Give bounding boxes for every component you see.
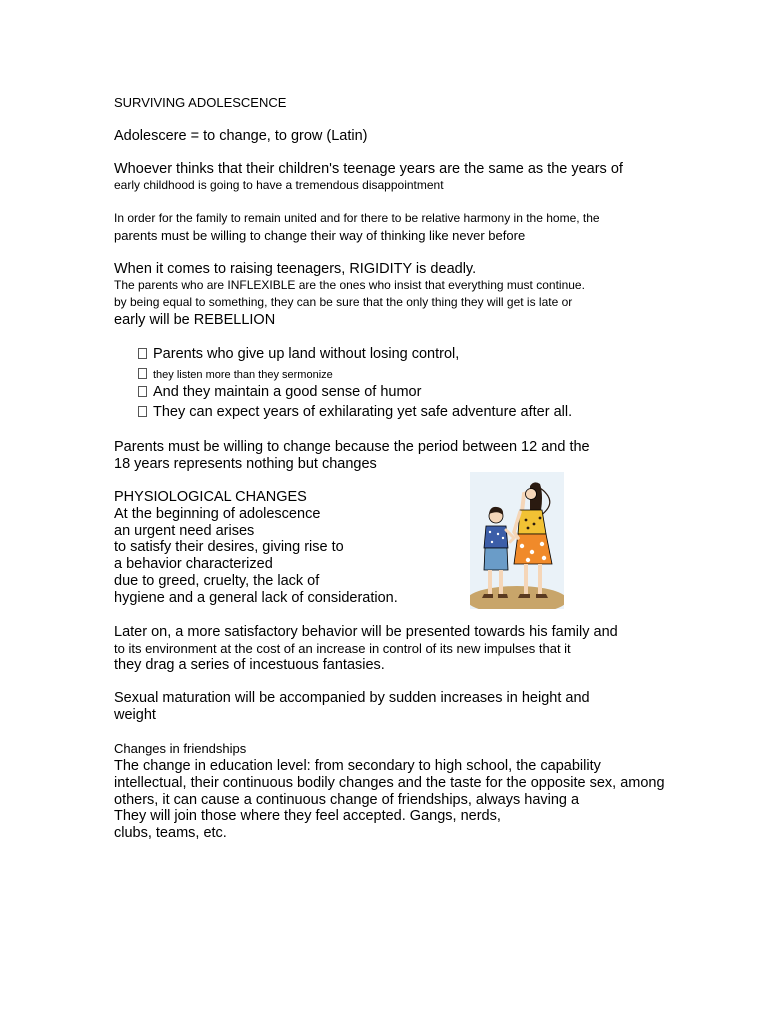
physiological-line: a behavior characterized <box>114 556 273 572</box>
friendships-heading: Changes in friendships <box>114 741 247 756</box>
bullet-box-icon <box>138 386 147 397</box>
physiological-heading: PHYSIOLOGICAL CHANGES <box>114 489 307 505</box>
friendships-line: They will join those where they feel accepted. Gangs, nerds, <box>114 808 501 824</box>
definition-line: Adolescere = to change, to grow (Latin) <box>114 128 368 144</box>
bullet-box-icon <box>138 368 147 379</box>
physiological-line: hygiene and a general lack of consideration. <box>114 590 398 606</box>
physiological-line: to satisfy their desires, giving rise to <box>114 539 344 555</box>
paragraph-3-line-4: early will be REBELLION <box>114 312 276 328</box>
bullet-item <box>138 347 459 362</box>
friendships-line: others, it can cause a continuous change of friendships, always having a <box>114 792 580 808</box>
paragraph-1-line-2: early childhood is going to have a tremendous disappointment <box>114 178 444 192</box>
paragraph-3-line-1: When it comes to raising teenagers, RIGIDITY is deadly. <box>114 261 477 277</box>
friendships-line: The change in education level: from secondary to high school, the capability <box>114 758 601 774</box>
bullet-item <box>138 368 333 381</box>
paragraph-3-line-3: by being equal to something, they can be sure that the only thing they will get is late or <box>114 295 573 309</box>
bullet-text: Parents who give up land without losing control, <box>153 346 460 362</box>
bullet-text: they listen more than they sermonize <box>153 369 333 381</box>
bullet-text: They can expect years of exhilarating yet safe adventure after all. <box>153 404 573 420</box>
paragraph-4-line-2: 18 years represents nothing but changes <box>114 456 377 472</box>
paragraph-1-line-1: Whoever thinks that their children's teenage years are the same as the years of <box>114 161 623 177</box>
bullet-box-icon <box>138 348 147 359</box>
paragraph-2-line-1: In order for the family to remain united and for there to be relative harmony in the home, the <box>114 211 600 225</box>
paragraph-3-line-2: The parents who are INFLEXIBLE are the ones who insist that everything must continue. <box>114 278 585 292</box>
physiological-line: At the beginning of adolescence <box>114 506 321 522</box>
paragraph-2-line-2: parents must be willing to change their way of thinking like never before <box>114 228 526 243</box>
physiological-line: due to greed, cruelty, the lack of <box>114 573 320 589</box>
physiological-line: an urgent need arises <box>114 523 255 539</box>
bullet-item <box>138 405 572 420</box>
paragraph-5-line-3: they drag a series of incestuous fantasies. <box>114 657 385 673</box>
friendships-line: clubs, teams, etc. <box>114 825 227 841</box>
bullet-text: And they maintain a good sense of humor <box>153 384 422 400</box>
paragraph-4-line-1: Parents must be willing to change because the period between 12 and the <box>114 439 590 455</box>
paragraph-6-line-1: Sexual maturation will be accompanied by sudden increases in height and <box>114 690 590 706</box>
paragraph-6-line-2: weight <box>114 707 156 723</box>
document-title: SURVIVING ADOLESCENCE <box>114 95 287 110</box>
bullet-box-icon <box>138 406 147 417</box>
bullet-item <box>138 385 421 400</box>
friendships-line: intellectual, their continuous bodily changes and the taste for the opposite sex, among <box>114 775 665 791</box>
parent-child-height-icon <box>470 472 564 609</box>
paragraph-5-line-2: to its environment at the cost of an increase in control of its new impulses that it <box>114 641 571 656</box>
paragraph-5-line-1: Later on, a more satisfactory behavior will be presented towards his family and <box>114 624 618 640</box>
